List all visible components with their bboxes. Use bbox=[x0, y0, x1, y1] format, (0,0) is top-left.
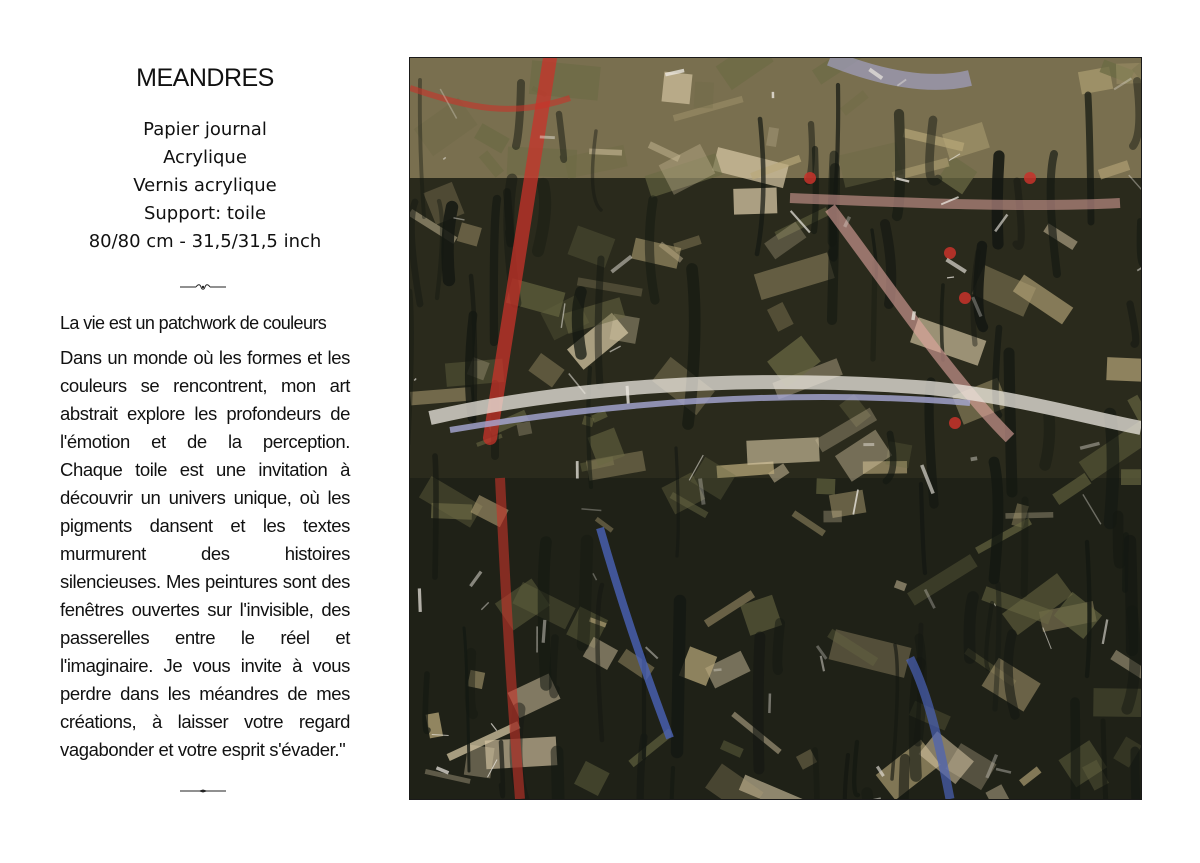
spec-line: Support: toile bbox=[143, 203, 267, 224]
ornament-divider-icon bbox=[180, 786, 226, 796]
artwork-info-column bbox=[60, 0, 350, 863]
spec-line: Acrylique bbox=[163, 147, 247, 168]
ornament-divider-icon bbox=[180, 282, 226, 292]
spec-line: Papier journal bbox=[143, 119, 267, 140]
artwork-specs bbox=[60, 116, 350, 256]
artwork-title: MEANDRES bbox=[136, 64, 274, 92]
abstract-painting bbox=[410, 58, 1141, 799]
painting-image bbox=[409, 57, 1142, 800]
spec-line: Vernis acrylique bbox=[133, 175, 277, 196]
spec-line: 80/80 cm - 31,5/31,5 inch bbox=[88, 231, 322, 252]
artwork-subtitle: La vie est un patchwork de couleurs bbox=[60, 313, 327, 333]
artwork-description: Dans un monde où les formes et les couleurs se rencontrent, mon art abstrait explore les profondeurs de l'émotion et de la perception. Chaque toile est une invitation à découvrir un univers unique, où les pigments dansent et les textes murmurent des histoires silencieuses. Mes peintures sont des fenêtres ouvertes sur l'invisible, des passerelles entre le réel et l'imaginaire. Je vous invite à vous perdre dans les méandres de mes créations, à laisser votre regard vagabonder et votre esprit s'évader." bbox=[60, 347, 350, 760]
